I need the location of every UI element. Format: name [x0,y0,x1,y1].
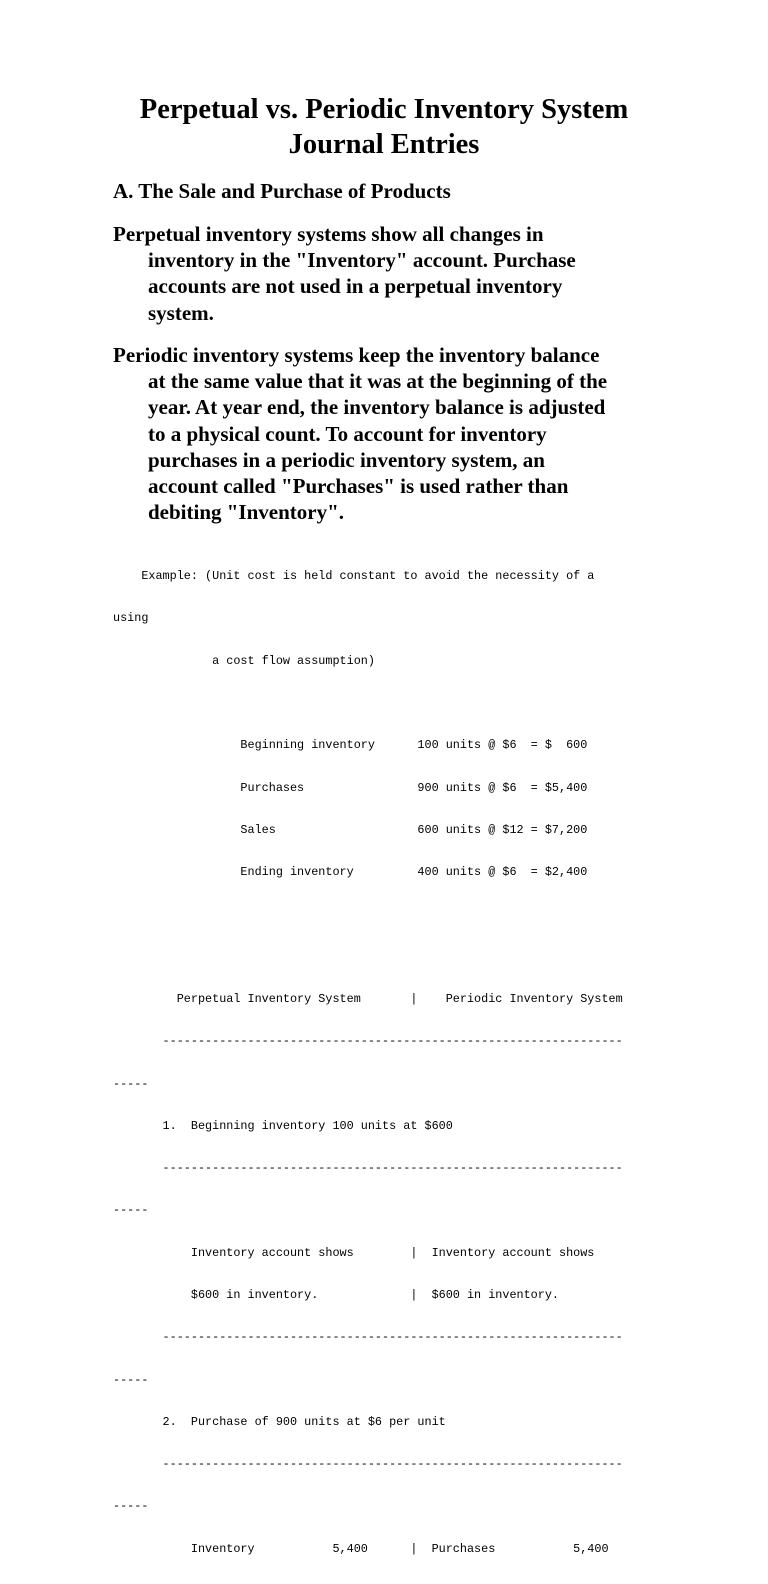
entry-line: Inventory account shows | Inventory account shows [113,1245,595,1260]
paragraph-line: system. [148,300,214,325]
page-title [0,92,768,162]
paragraph-line: inventory in the "Inventory" account. Purchase [148,248,576,273]
periodic-paragraph [113,342,633,525]
blank-line [113,907,623,921]
entry-line: 2. Purchase of 900 units at $6 per unit [113,1414,446,1429]
inventory-data-line: Purchases 900 units @ $6 = $5,400 [113,780,588,795]
divider-wrap-line: ----- [113,1372,149,1387]
paragraph-line: year. At year end, the inventory balance is adjusted [148,395,606,420]
divider-line: ----------------------------------------------------------------- [113,1034,623,1049]
paragraph-line: Perpetual inventory systems show all changes in [113,222,544,246]
inventory-data-line: Ending inventory 400 units @ $6 = $2,400 [113,865,588,880]
paragraph-line: purchases in a periodic inventory system, an [148,447,545,472]
entry-line: Inventory 5,400 | Purchases 5,400 [113,1541,609,1556]
blank-line [113,950,623,964]
blank-line [113,696,623,710]
title-line-2: Journal Entries [288,129,480,160]
paragraph-line: accounts are not used in a perpetual inventory [148,274,563,299]
example-line: Example: (Unit cost is held constant to avoid the necessity of a [113,569,595,584]
entry-line: $600 in inventory. | $600 in inventory. [113,1287,559,1302]
inventory-data-line: Beginning inventory 100 units @ $6 = $ 600 [113,738,588,753]
journal-entries-preformatted [113,541,623,1584]
entry-line: 1. Beginning inventory 100 units at $600 [113,1118,453,1133]
divider-wrap-line: ----- [113,1076,149,1091]
divider-line: ----------------------------------------------------------------- [113,1457,623,1472]
paragraph-line: to a physical count. To account for inventory [148,421,547,446]
inventory-data-line: Sales 600 units @ $12 = $7,200 [113,822,588,837]
divider-line: ----------------------------------------------------------------- [113,1330,623,1345]
perpetual-paragraph [113,221,633,326]
divider-wrap-line: ----- [113,1203,149,1218]
divider-line: ----------------------------------------------------------------- [113,1161,623,1176]
section-heading: A. The Sale and Purchase of Products [113,179,451,203]
title-line-1: Perpetual vs. Periodic Inventory System [139,94,629,125]
paragraph-line: Periodic inventory systems keep the inventory balance [113,343,600,367]
paragraph-line: debiting "Inventory". [148,500,345,525]
column-header-line: Perpetual Inventory System | Periodic Inventory System [113,992,623,1006]
example-line: using [113,611,149,626]
example-line: a cost flow assumption) [113,653,375,668]
divider-wrap-line: ----- [113,1499,149,1514]
paragraph-line: account called "Purchases" is used rather than [148,474,569,499]
paragraph-line: at the same value that it was at the beginning of the [148,369,608,394]
